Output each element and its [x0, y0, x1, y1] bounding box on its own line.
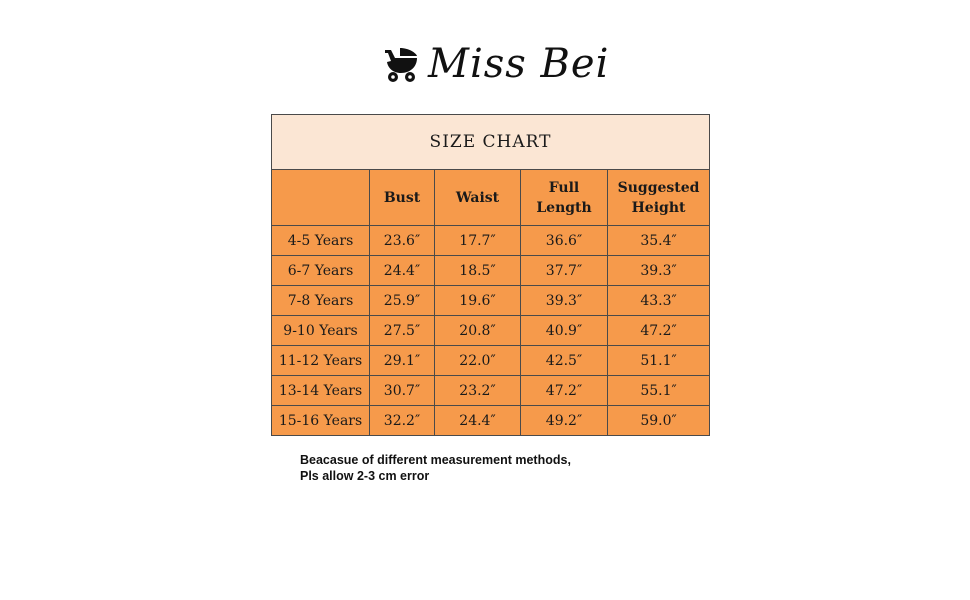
header-row	[272, 170, 710, 226]
suggested-height-cell: 35.4″	[608, 226, 710, 256]
full-length-cell: 37.7″	[521, 256, 608, 286]
age-cell: 4-5 Years	[272, 226, 370, 256]
waist-cell: 17.7″	[435, 226, 521, 256]
header-cell-empty	[272, 170, 370, 226]
bust-cell: 25.9″	[370, 286, 435, 316]
table-row	[272, 406, 710, 436]
waist-cell: 23.2″	[435, 376, 521, 406]
bust-cell: 29.1″	[370, 346, 435, 376]
header-cell-suggested-height: Suggested Height	[608, 170, 710, 226]
waist-cell: 24.4″	[435, 406, 521, 436]
suggested-height-cell: 59.0″	[608, 406, 710, 436]
note-line-2: Pls allow 2-3 cm error	[300, 469, 430, 483]
full-length-cell: 36.6″	[521, 226, 608, 256]
suggested-height-cell: 51.1″	[608, 346, 710, 376]
table-row	[272, 346, 710, 376]
brand-name: Miss Bei	[428, 41, 610, 87]
age-cell: 13-14 Years	[272, 376, 370, 406]
bust-cell: 23.6″	[370, 226, 435, 256]
bust-cell: 27.5″	[370, 316, 435, 346]
age-cell: 7-8 Years	[272, 286, 370, 316]
age-cell: 15-16 Years	[272, 406, 370, 436]
waist-cell: 18.5″	[435, 256, 521, 286]
age-cell: 11-12 Years	[272, 346, 370, 376]
waist-cell: 19.6″	[435, 286, 521, 316]
header-cell-bust: Bust	[370, 170, 435, 226]
header-cell-waist: Waist	[435, 170, 521, 226]
table-title: SIZE CHART	[272, 115, 710, 170]
suggested-height-cell: 43.3″	[608, 286, 710, 316]
waist-cell: 20.8″	[435, 316, 521, 346]
table-row	[272, 286, 710, 316]
suggested-height-cell: 47.2″	[608, 316, 710, 346]
full-length-cell: 40.9″	[521, 316, 608, 346]
age-cell: 6-7 Years	[272, 256, 370, 286]
baby-carriage-icon	[382, 44, 420, 84]
table-row	[272, 226, 710, 256]
measurement-note	[300, 452, 571, 484]
header-cell-full-length: Full Length	[521, 170, 608, 226]
suggested-height-cell: 55.1″	[608, 376, 710, 406]
full-length-cell: 39.3″	[521, 286, 608, 316]
full-length-cell: 49.2″	[521, 406, 608, 436]
suggested-height-cell: 39.3″	[608, 256, 710, 286]
full-length-cell: 42.5″	[521, 346, 608, 376]
size-chart-table	[271, 114, 710, 436]
bust-cell: 32.2″	[370, 406, 435, 436]
waist-cell: 22.0″	[435, 346, 521, 376]
brand-logo	[382, 36, 609, 92]
note-line-1: Beacasue of different measurement methods,	[300, 453, 571, 467]
age-cell: 9-10 Years	[272, 316, 370, 346]
bust-cell: 30.7″	[370, 376, 435, 406]
table-row	[272, 256, 710, 286]
full-length-cell: 47.2″	[521, 376, 608, 406]
bust-cell: 24.4″	[370, 256, 435, 286]
table-row	[272, 316, 710, 346]
table-row	[272, 376, 710, 406]
